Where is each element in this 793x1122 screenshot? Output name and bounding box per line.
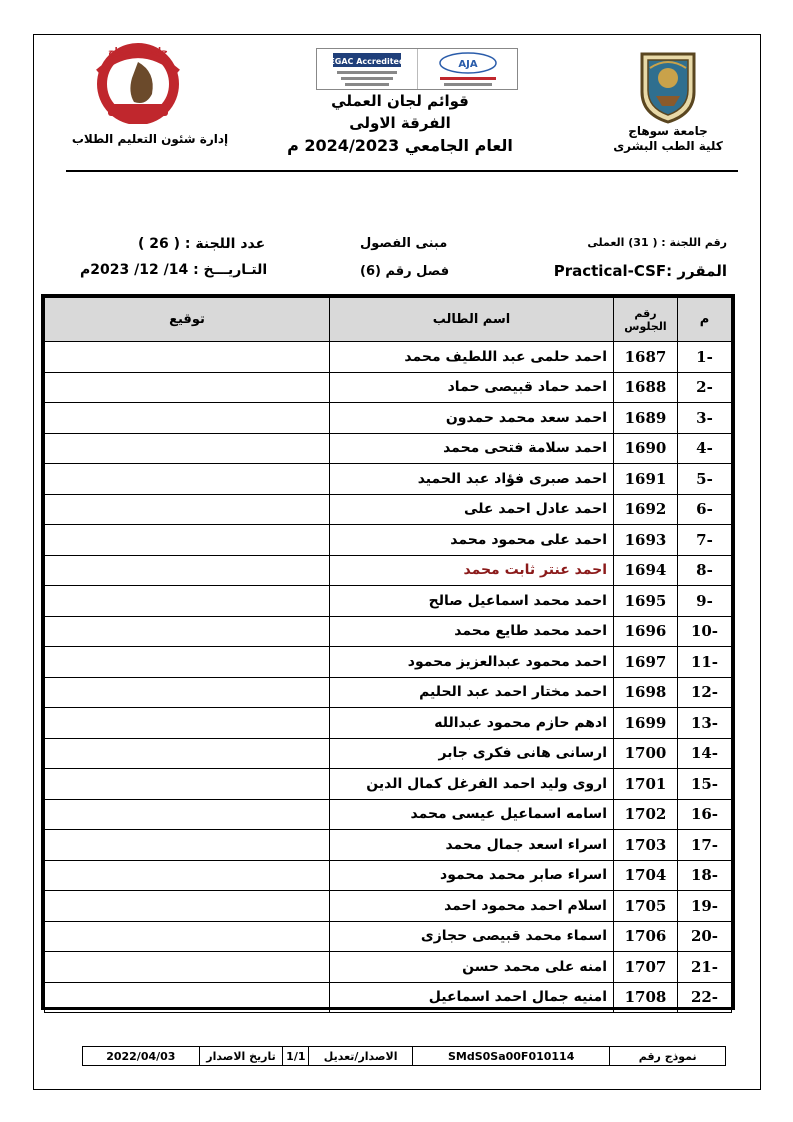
table-row xyxy=(45,403,732,434)
row-signature-cell[interactable] xyxy=(45,525,330,556)
row-seat-number: 1703 xyxy=(614,830,678,861)
row-index: 15- xyxy=(678,769,732,800)
row-index: 21- xyxy=(678,952,732,983)
row-signature-cell[interactable] xyxy=(45,799,330,830)
row-student-name: اسراء اسعد جمال محمد xyxy=(330,830,614,861)
row-index: 5- xyxy=(678,464,732,495)
header-divider xyxy=(66,170,738,172)
row-seat-number: 1687 xyxy=(614,342,678,373)
row-signature-cell[interactable] xyxy=(45,433,330,464)
table-row xyxy=(45,586,732,617)
row-signature-cell[interactable] xyxy=(45,952,330,983)
table-row xyxy=(45,799,732,830)
row-seat-number: 1698 xyxy=(614,677,678,708)
row-student-name: احمد عادل احمد على xyxy=(330,494,614,525)
row-signature-cell[interactable] xyxy=(45,769,330,800)
header-seat-number: رقم الجلوس xyxy=(614,298,678,342)
table-row xyxy=(45,830,732,861)
row-seat-number: 1690 xyxy=(614,433,678,464)
exam-date: التـاريـــخ : 14/ 12/ 2023م xyxy=(80,262,268,278)
row-index: 2- xyxy=(678,372,732,403)
row-seat-number: 1701 xyxy=(614,769,678,800)
row-index: 12- xyxy=(678,677,732,708)
row-seat-number: 1688 xyxy=(614,372,678,403)
row-student-name: احمد عنتر ثابت محمد xyxy=(330,555,614,586)
table-row xyxy=(45,738,732,769)
table-row xyxy=(45,708,732,739)
logo-lettering: جامعة سوهاج xyxy=(108,47,168,57)
table-row xyxy=(45,433,732,464)
row-student-name: احمد سعد محمد حمدون xyxy=(330,403,614,434)
aja-label: AJA xyxy=(458,59,478,70)
office-name: إدارة شئون التعليم الطلاب xyxy=(71,132,229,146)
faculty-logo xyxy=(78,42,198,124)
row-signature-cell[interactable] xyxy=(45,616,330,647)
row-student-name: ادهم حازم محمود عبدالله xyxy=(330,708,614,739)
row-index: 22- xyxy=(678,982,732,1013)
row-index: 8- xyxy=(678,555,732,586)
row-index: 18- xyxy=(678,860,732,891)
row-seat-number: 1705 xyxy=(614,891,678,922)
course-name: المقرر :Practical-CSF xyxy=(553,262,727,280)
row-seat-number: 1692 xyxy=(614,494,678,525)
row-index: 16- xyxy=(678,799,732,830)
row-signature-cell[interactable] xyxy=(45,464,330,495)
table-row xyxy=(45,921,732,952)
row-seat-number: 1694 xyxy=(614,555,678,586)
table-row xyxy=(45,616,732,647)
row-seat-number: 1697 xyxy=(614,647,678,678)
row-seat-number: 1693 xyxy=(614,525,678,556)
row-seat-number: 1702 xyxy=(614,799,678,830)
faculty-name: كلية الطب البشرى xyxy=(613,139,723,153)
row-index: 9- xyxy=(678,586,732,617)
row-index: 1- xyxy=(678,342,732,373)
table-row xyxy=(45,769,732,800)
row-index: 6- xyxy=(678,494,732,525)
row-signature-cell[interactable] xyxy=(45,403,330,434)
row-seat-number: 1704 xyxy=(614,860,678,891)
row-signature-cell[interactable] xyxy=(45,677,330,708)
row-student-name: امنه على محمد حسن xyxy=(330,952,614,983)
row-index: 10- xyxy=(678,616,732,647)
building-name: مبنى الفصول xyxy=(360,236,448,251)
table-row xyxy=(45,647,732,678)
row-signature-cell[interactable] xyxy=(45,708,330,739)
row-seat-number: 1706 xyxy=(614,921,678,952)
row-signature-cell[interactable] xyxy=(45,738,330,769)
form-footer xyxy=(82,1046,726,1066)
row-student-name: امنيه جمال احمد اسماعيل xyxy=(330,982,614,1013)
row-signature-cell[interactable] xyxy=(45,891,330,922)
row-signature-cell[interactable] xyxy=(45,372,330,403)
row-seat-number: 1700 xyxy=(614,738,678,769)
title-committees: قوائم لجان العملي xyxy=(331,92,469,110)
table-row xyxy=(45,555,732,586)
row-student-name: احمد محمود عبدالعزيز محمود xyxy=(330,647,614,678)
university-logo xyxy=(628,48,708,124)
row-index: 4- xyxy=(678,433,732,464)
class-number: فصل رقم (6) xyxy=(360,264,450,279)
row-student-name: احمد محمد اسماعيل صالح xyxy=(330,586,614,617)
header-titles xyxy=(250,90,550,158)
row-signature-cell[interactable] xyxy=(45,830,330,861)
row-student-name: احمد حلمى عبد اللطيف محمد xyxy=(330,342,614,373)
table-row xyxy=(45,342,732,373)
title-level: الفرقة الاولى xyxy=(349,114,451,132)
table-body xyxy=(45,342,732,1013)
form-code: SMdS0Sa00F010114 xyxy=(412,1047,609,1065)
row-signature-cell[interactable] xyxy=(45,647,330,678)
table-header-row xyxy=(45,298,732,342)
row-student-name: احمد صبرى فؤاد عبد الحميد xyxy=(330,464,614,495)
table-row xyxy=(45,952,732,983)
table-row xyxy=(45,860,732,891)
egac-badge xyxy=(317,49,418,89)
certification-badges xyxy=(316,48,518,90)
row-signature-cell[interactable] xyxy=(45,494,330,525)
row-index: 3- xyxy=(678,403,732,434)
students-table xyxy=(44,297,732,1013)
row-seat-number: 1708 xyxy=(614,982,678,1013)
table-row xyxy=(45,372,732,403)
row-index: 7- xyxy=(678,525,732,556)
row-student-name: اسامه اسماعيل عيسى محمد xyxy=(330,799,614,830)
table-row xyxy=(45,494,732,525)
row-signature-cell[interactable] xyxy=(45,342,330,373)
row-student-name: اسراء صابر محمد محمود xyxy=(330,860,614,891)
form-number-label: نموذج رقم xyxy=(609,1047,725,1065)
row-student-name: احمد سلامة فتحى محمد xyxy=(330,433,614,464)
row-signature-cell[interactable] xyxy=(45,586,330,617)
row-student-name: احمد على محمود محمد xyxy=(330,525,614,556)
row-index: 14- xyxy=(678,738,732,769)
row-signature-cell[interactable] xyxy=(45,982,330,1013)
row-student-name: احمد مختار احمد عبد الحليم xyxy=(330,677,614,708)
table-row xyxy=(45,464,732,495)
version-label: الاصدار/تعديل xyxy=(308,1047,412,1065)
table-row xyxy=(45,982,732,1013)
table-row xyxy=(45,525,732,556)
table-row xyxy=(45,891,732,922)
issue-date-label: تاريخ الاصدار xyxy=(199,1047,283,1065)
table-row xyxy=(45,677,732,708)
students-table-frame xyxy=(41,294,735,1010)
row-seat-number: 1707 xyxy=(614,952,678,983)
row-signature-cell[interactable] xyxy=(45,555,330,586)
issue-date: 2022/04/03 xyxy=(106,1049,176,1063)
row-signature-cell[interactable] xyxy=(45,921,330,952)
row-seat-number: 1689 xyxy=(614,403,678,434)
header-student-name: اسم الطالب xyxy=(330,298,614,342)
version-value: 1/1 xyxy=(282,1047,308,1065)
row-student-name: احمد حماد قبيصى حماد xyxy=(330,372,614,403)
header-index: م xyxy=(678,298,732,342)
row-index: 20- xyxy=(678,921,732,952)
row-signature-cell[interactable] xyxy=(45,860,330,891)
row-index: 11- xyxy=(678,647,732,678)
row-seat-number: 1691 xyxy=(614,464,678,495)
row-index: 17- xyxy=(678,830,732,861)
row-seat-number: 1699 xyxy=(614,708,678,739)
row-student-name: احمد محمد طايع محمد xyxy=(330,616,614,647)
row-student-name: اسلام احمد محمود احمد xyxy=(330,891,614,922)
row-index: 13- xyxy=(678,708,732,739)
committee-number: رقم اللجنة : ( 31) العملى xyxy=(587,236,727,249)
row-student-name: اروى وليد احمد الفرغل كمال الدين xyxy=(330,769,614,800)
row-student-name: ارسانى هانى فكرى جابر xyxy=(330,738,614,769)
title-academic-year: العام الجامعي 2024/2023 م xyxy=(287,136,513,155)
row-seat-number: 1695 xyxy=(614,586,678,617)
aja-badge xyxy=(418,49,518,89)
row-index: 19- xyxy=(678,891,732,922)
row-seat-number: 1696 xyxy=(614,616,678,647)
row-student-name: اسماء محمد قبيصى حجازى xyxy=(330,921,614,952)
egac-label: EGAC Accredited xyxy=(329,57,405,66)
university-name-block xyxy=(603,124,733,154)
university-name: جامعة سوهاج xyxy=(628,124,708,138)
header-signature: توقيع xyxy=(45,298,330,342)
committee-count: عدد اللجنة : ( 26 ) xyxy=(138,236,266,252)
